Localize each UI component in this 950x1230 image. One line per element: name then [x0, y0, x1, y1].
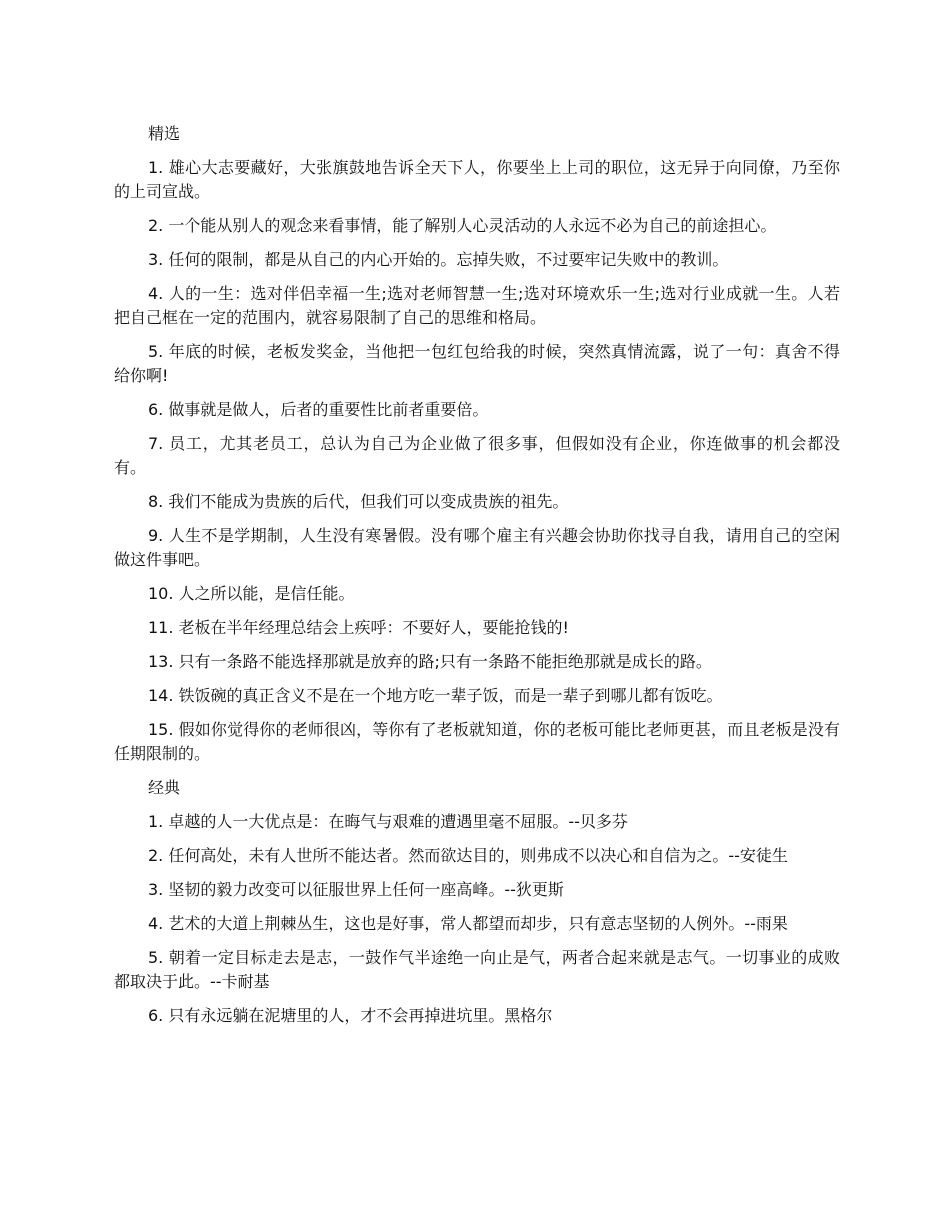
list-item: 6. 只有永远躺在泥塘里的人，才不会再掉进坑里。黑格尔	[148, 1006, 553, 1025]
list-item: 3. 坚韧的毅力改变可以征服世界上任何一座高峰。--狄更斯	[148, 880, 564, 899]
section-classic	[114, 776, 840, 1028]
list-item: 5. 年底的时候，老板发奖金，当他把一包红包给我的时候，突然真情流露，说了一句：真舍不得给你啊!	[114, 342, 840, 385]
section-featured	[114, 122, 840, 766]
list-item: 10. 人之所以能，是信任能。	[148, 584, 355, 603]
list-item: 4. 艺术的大道上荆棘丛生，这也是好事，常人都望而却步，只有意志坚韧的人例外。--雨果	[148, 914, 788, 933]
list-item: 2. 任何高处，未有人世所不能达者。然而欲达目的，则弗成不以决心和自信为之。--安徒生	[148, 846, 788, 865]
list-item: 11. 老板在半年经理总结会上疾呼：不要好人，要能抢钱的!	[148, 618, 569, 637]
list-item: 4. 人的一生：选对伴侣幸福一生;选对老师智慧一生;选对环境欢乐一生;选对行业成就一生。人若把自己框在一定的范围内，就容易限制了自己的思维和格局。	[114, 284, 840, 327]
list-item: 15. 假如你觉得你的老师很凶，等你有了老板就知道，你的老板可能比老师更甚，而且老板是没有任期限制的。	[114, 720, 840, 763]
document-body	[114, 122, 840, 1038]
list-item: 3. 任何的限制，都是从自己的内心开始的。忘掉失败，不过要牢记失败中的教训。	[148, 250, 729, 269]
section-title: 经典	[148, 778, 181, 797]
list-item: 2. 一个能从别人的观念来看事情，能了解别人心灵活动的人永远不必为自己的前途担心。	[148, 216, 777, 235]
list-item: 7. 员工，尤其老员工，总认为自己为企业做了很多事，但假如没有企业，你连做事的机会都没有。	[114, 434, 840, 477]
list-item: 1. 卓越的人一大优点是：在晦气与艰难的遭遇里毫不屈服。--贝多芬	[148, 812, 628, 831]
list-item: 13. 只有一条路不能选择那就是放弃的路;只有一条路不能拒绝那就是成长的路。	[148, 652, 712, 671]
list-item: 8. 我们不能成为贵族的后代，但我们可以变成贵族的祖先。	[148, 492, 569, 511]
section-title: 精选	[148, 124, 181, 143]
list-item: 6. 做事就是做人，后者的重要性比前者重要倍。	[148, 400, 489, 419]
list-item: 1. 雄心大志要藏好，大张旗鼓地告诉全天下人，你要坐上上司的职位，这无异于向同僚，乃至你的上司宣战。	[114, 158, 840, 201]
list-item: 5. 朝着一定目标走去是志，一鼓作气半途绝一向止是气，两者合起来就是志气。一切事业的成败都取决于此。--卡耐基	[114, 948, 840, 991]
list-item: 9. 人生不是学期制，人生没有寒暑假。没有哪个雇主有兴趣会协助你找寻自我，请用自己的空闲做这件事吧。	[114, 526, 840, 569]
list-item: 14. 铁饭碗的真正含义不是在一个地方吃一辈子饭，而是一辈子到哪儿都有饭吃。	[148, 686, 723, 705]
